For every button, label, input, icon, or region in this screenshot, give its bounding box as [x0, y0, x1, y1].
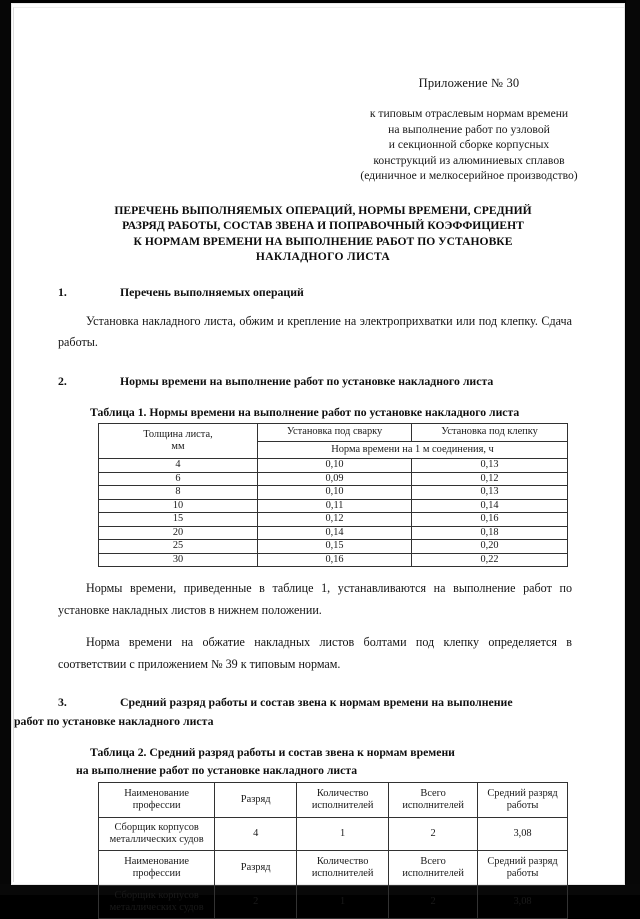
section-2-paragraph-2: Норма времени на обжатие накладных листов болтами под клепку определяется в соответствии с приложением № 39 к типовым нормам. [58, 635, 572, 671]
section-3-title-part-1: Средний разряд работы и состав звена к нормам времени на выполнение [120, 695, 513, 710]
th-norm-span: Норма времени на 1 м соединения, ч [258, 441, 568, 459]
cell-thickness: 8 [99, 486, 258, 500]
cell-average-grade: 3,08 [478, 818, 568, 851]
th-total [389, 851, 478, 886]
cell-thickness: 15 [99, 513, 258, 527]
cell-welding: 0,11 [258, 499, 412, 513]
document-content [14, 8, 624, 919]
cell-riveting: 0,16 [412, 513, 568, 527]
table-row [99, 886, 568, 919]
cell-welding: 0,10 [258, 486, 412, 500]
table-row [99, 818, 568, 851]
cell-thickness: 25 [99, 540, 258, 554]
table-row [99, 499, 568, 513]
th-grade: Разряд [215, 783, 297, 818]
table-row [99, 513, 568, 527]
section-2-title: Нормы времени на выполнение работ по установке накладного листа [120, 373, 494, 388]
cell-thickness: 10 [99, 499, 258, 513]
table-2-caption-line-2: на выполнение работ по установке накладного листа [76, 763, 358, 777]
table-row [99, 486, 568, 500]
appendix-reference-line-4: конструкций из алюминиевых сплавов [373, 153, 565, 167]
cell-welding: 0,09 [258, 472, 412, 486]
table-row [99, 851, 568, 886]
section-2-number: 2. [58, 373, 67, 388]
norms-table-head [99, 424, 568, 459]
table-row [99, 783, 568, 818]
section-1-paragraph: Установка накладного листа, обжим и крепление на электроприхватки или под клепку. Сдача работы. [58, 313, 572, 350]
cell-riveting: 0,22 [412, 553, 568, 567]
cell-riveting: 0,18 [412, 526, 568, 540]
table-1-caption: Таблица 1. Нормы времени на выполнение работ по установке накладного листа [90, 405, 520, 419]
page-title-line-2: РАЗРЯД РАБОТЫ, СОСТАВ ЗВЕНА И ПОПРАВОЧНЫЙ КОЭФФИЦИЕНТ [122, 219, 524, 233]
th-total-line-2: исполнителей [402, 868, 464, 880]
cell-profession-line-2: металлических судов [109, 834, 204, 846]
section-3-heading [14, 693, 624, 731]
cell-welding: 0,15 [258, 540, 412, 554]
cell-riveting: 0,13 [412, 486, 568, 500]
norms-table-body [99, 459, 568, 567]
th-count-line-2: исполнителей [311, 800, 374, 812]
table-row [99, 459, 568, 473]
cell-welding: 0,12 [258, 513, 412, 527]
appendix-header [14, 76, 624, 184]
th-grade: Разряд [215, 851, 297, 886]
crew-composition-table [98, 782, 568, 919]
table-row [99, 553, 568, 567]
table-row [99, 424, 568, 442]
scan-edge-left [0, 0, 10, 895]
section-2-paragraph-1: Нормы времени, приведенные в таблице 1, устанавливаются на выполнение работ по установке накладных листов в нижнем положении. [58, 581, 572, 617]
cell-grade: 2 [215, 886, 297, 919]
cell-welding: 0,16 [258, 553, 412, 567]
appendix-number: Приложение № 30 [418, 76, 520, 90]
section-3-title-part-2: работ по установке накладного листа [14, 714, 214, 729]
appendix-reference-line-3: и секционной сборке корпусных [388, 138, 550, 152]
cell-profession [99, 886, 215, 919]
th-count-line-1: Количество [316, 855, 369, 867]
cell-welding: 0,14 [258, 526, 412, 540]
th-profession [99, 783, 215, 818]
document-page [11, 3, 625, 914]
th-average-grade-line-1: Средний разряд [487, 787, 558, 799]
th-thickness-line-1: Толщина листа, [143, 428, 213, 440]
th-total-line-1: Всего [420, 787, 446, 799]
th-average-grade-line-2: работы [506, 800, 539, 812]
cell-thickness: 4 [99, 459, 258, 473]
cell-riveting: 0,20 [412, 540, 568, 554]
section-1-title: Перечень выполняемых операций [120, 284, 304, 299]
section-3-number: 3. [58, 695, 67, 710]
th-profession-line-2: профессии [132, 868, 181, 880]
table-row [99, 472, 568, 486]
th-total-line-1: Всего [420, 855, 446, 867]
page-title-line-1: ПЕРЕЧЕНЬ ВЫПОЛНЯЕМЫХ ОПЕРАЦИЙ, НОРМЫ ВРЕМЕНИ, СРЕДНИЙ [114, 203, 532, 217]
cell-profession-line-1: Сборщик корпусов [114, 889, 199, 901]
th-riveting: Установка под клепку [412, 424, 568, 442]
page-title-line-3: К НОРМАМ ВРЕМЕНИ НА ВЫПОЛНЕНИЕ РАБОТ ПО УСТАНОВКЕ [133, 234, 513, 248]
th-profession-line-1: Наименование [124, 787, 190, 799]
th-profession-line-2: профессии [132, 800, 181, 812]
cell-thickness: 6 [99, 472, 258, 486]
th-welding: Установка под сварку [258, 424, 412, 442]
table-row [99, 526, 568, 540]
th-thickness-line-2: мм [171, 441, 185, 453]
th-count [297, 851, 389, 886]
th-average-grade [478, 851, 568, 886]
cell-profession-line-1: Сборщик корпусов [114, 821, 199, 833]
cell-profession-line-2: металлических судов [109, 902, 204, 914]
appendix-reference-lines [314, 106, 624, 184]
cell-riveting: 0,13 [412, 459, 568, 473]
norms-table [98, 423, 568, 567]
page-title-line-4: НАКЛАДНОГО ЛИСТА [255, 250, 391, 264]
cell-grade: 4 [215, 818, 297, 851]
cell-thickness: 20 [99, 526, 258, 540]
th-total [389, 783, 478, 818]
scan-edge-right [626, 0, 640, 895]
crew-composition-table-body [99, 783, 568, 919]
th-count [297, 783, 389, 818]
cell-thickness: 30 [99, 553, 258, 567]
section-2-heading [14, 372, 624, 391]
th-average-grade-line-1: Средний разряд [487, 855, 558, 867]
document-page-surface [13, 7, 624, 914]
th-average-grade [478, 783, 568, 818]
th-thickness [99, 424, 258, 459]
cell-total: 2 [389, 818, 478, 851]
cell-count: 1 [297, 818, 389, 851]
appendix-reference-line-2: на выполнение работ по узловой [388, 122, 550, 136]
table-2-caption [14, 744, 624, 779]
cell-profession [99, 818, 215, 851]
table-row [99, 540, 568, 554]
th-average-grade-line-2: работы [506, 868, 539, 880]
cell-riveting: 0,12 [412, 472, 568, 486]
table-2-caption-line-1: Таблица 2. Средний разряд работы и состав звена к нормам времени [90, 746, 455, 760]
cell-riveting: 0,14 [412, 499, 568, 513]
page-title [14, 203, 624, 265]
section-1-heading [14, 283, 624, 302]
th-count-line-2: исполнителей [311, 868, 374, 880]
th-profession-line-1: Наименование [124, 855, 190, 867]
cell-welding: 0,10 [258, 459, 412, 473]
cell-total: 2 [389, 886, 478, 919]
cell-average-grade: 3,08 [478, 886, 568, 919]
th-total-line-2: исполнителей [402, 800, 464, 812]
th-count-line-1: Количество [316, 787, 369, 799]
appendix-reference-line-1: к типовым отраслевым нормам времени [369, 107, 569, 120]
cell-count: 1 [297, 886, 389, 919]
section-1-number: 1. [58, 284, 67, 299]
th-profession [99, 851, 215, 886]
appendix-reference-line-5: (единичное и мелкосерийное производство) [360, 169, 578, 183]
